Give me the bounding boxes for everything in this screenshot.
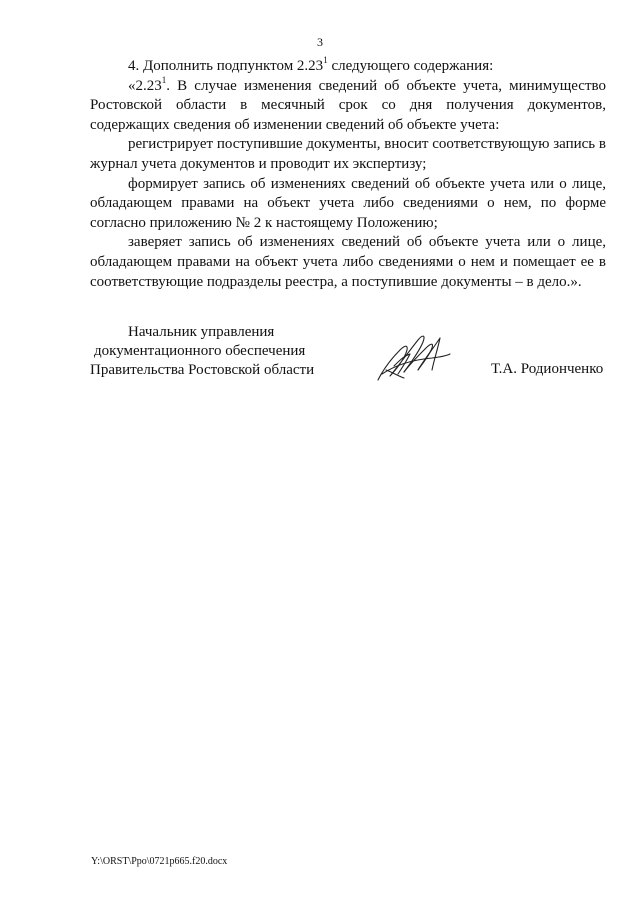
signer-title-line: Правительства Ростовской области (90, 362, 315, 378)
signer-title-line: Начальник управления (128, 324, 275, 340)
paragraph-amendment (90, 57, 606, 77)
paragraph-register (90, 135, 606, 174)
paragraph-text: следующего содержания: (327, 58, 494, 74)
paragraph-text: «2.23 (128, 77, 162, 94)
paragraph-text: формирует запись об изменениях сведений об объекте учета или о лице, обладающем правами на объект учета либо сведениями о нем, по форме согласно приложению № 2 к настоящему Положению; (90, 175, 606, 231)
signer-title-line: документационного обеспечения (94, 343, 306, 359)
file-path: Y:\ORST\Ppo\0721p665.f20.docx (91, 856, 228, 867)
superscript: 1 (323, 55, 328, 65)
page-number: 3 (317, 35, 323, 49)
paragraph-text: 4. Дополнить подпунктом 2.23 (128, 58, 324, 74)
document-body (90, 57, 606, 292)
paragraph-subclause (90, 74, 606, 136)
paragraph-certify-record (90, 233, 606, 292)
handwritten-signature (374, 330, 454, 388)
signer-name: Т.А. Родионченко (491, 361, 604, 377)
paragraph-text: регистрирует поступившие документы, вносит соответствующую запись в журнал учета документов и проводит их экспертизу; (90, 136, 606, 172)
paragraph-form-record (90, 175, 606, 234)
superscript: 1 (161, 74, 167, 85)
paragraph-text: . В случае изменения сведений об объекте учета, минимущество Ростовской области в месячный срок со дня получения документов, содержащих сведения об изменении сведений об объекте учета: (90, 77, 606, 133)
signer-title (90, 323, 314, 380)
paragraph-text: заверяет запись об изменениях сведений об объекте учета или о лице, обладающем правами на объект учета либо сведениями о нем и помещает ее в соответствующие подразделы реестра, а поступившие документы – в дело.». (90, 234, 606, 290)
